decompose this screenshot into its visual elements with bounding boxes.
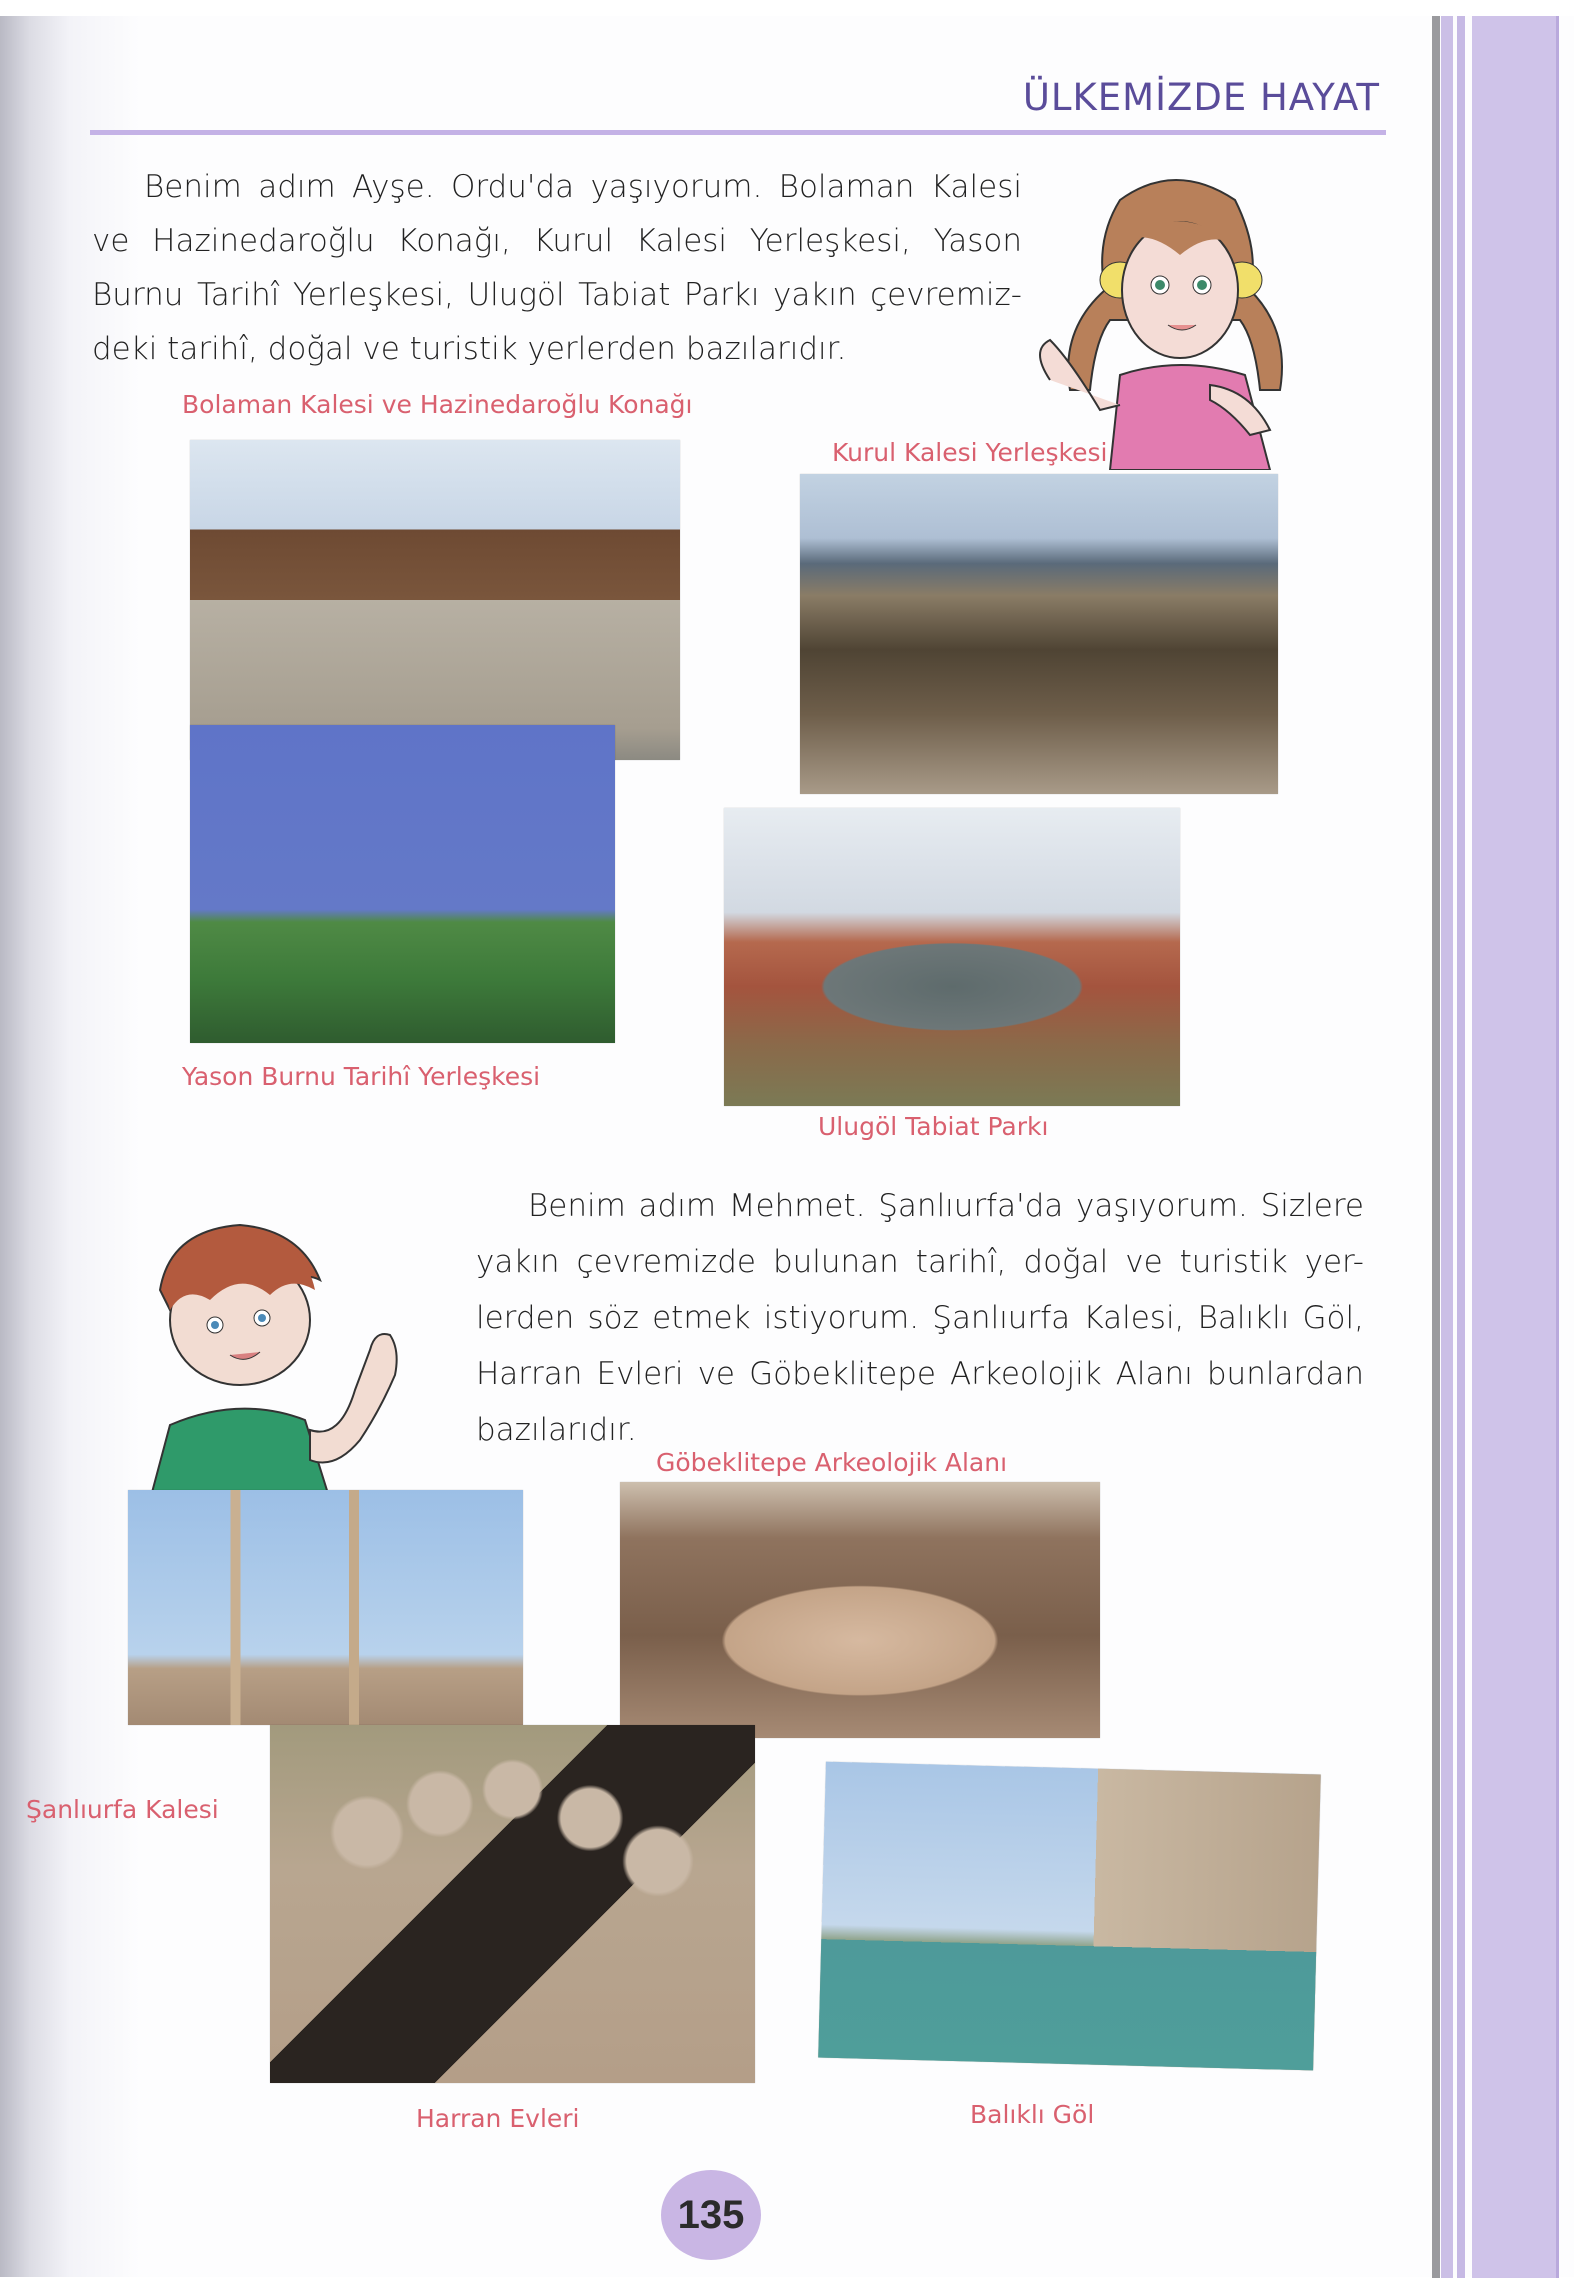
scan-top-margin	[0, 0, 1574, 16]
photo-gobeklitepe	[620, 1482, 1100, 1738]
caption-gobeklitepe: Göbeklitepe Arkeolojik Alanı	[656, 1448, 1008, 1477]
caption-yason: Yason Burnu Tarihî Yerleşkesi	[182, 1062, 541, 1091]
mehmet-paragraph	[476, 1178, 1364, 1458]
photo-kurul-kalesi	[800, 474, 1278, 794]
ayse-line-3: Burnu Tarihî Yerleşkesi, Ulugöl Tabiat Parkı yakın çevremiz-	[92, 277, 1022, 313]
margin-stripe-2	[1457, 16, 1465, 2278]
ayse-line-4: deki tarihî, doğal ve turistik yerlerden bazılarıdır.	[92, 331, 847, 367]
margin-stripe-1	[1441, 16, 1453, 2278]
photo-harran-evleri	[270, 1725, 755, 2083]
ayse-paragraph	[92, 160, 1022, 376]
mehmet-line-4: Harran Evleri ve Göbeklitepe Arkeolojik Alanı bunlardan	[476, 1356, 1364, 1392]
boy-icon	[130, 1210, 450, 1500]
photo-sanliurfa-kalesi	[128, 1490, 523, 1725]
ayse-line-1: Benim adım Ayşe. Ordu'da yaşıyorum. Bolaman Kalesi	[144, 169, 1022, 205]
header-rule	[90, 130, 1386, 135]
page-edge-shadow	[1432, 16, 1440, 2278]
girl-ayse-illustration	[1010, 160, 1340, 470]
photo-yason-burnu	[190, 725, 615, 1043]
mehmet-line-5: bazılarıdır.	[476, 1412, 637, 1448]
photo-ulugol-tabiat-parki	[724, 808, 1180, 1106]
mehmet-line-1: Benim adım Mehmet. Şanlıurfa'da yaşıyorum. Sizlere	[528, 1188, 1364, 1224]
caption-sanliurfa: Şanlıurfa Kalesi	[26, 1795, 219, 1824]
margin-stripe-wide	[1472, 16, 1559, 2278]
boy-mehmet-illustration	[130, 1210, 450, 1500]
caption-balikli: Balıklı Göl	[970, 2100, 1095, 2129]
scan-bottom-margin	[0, 2277, 1574, 2295]
caption-harran: Harran Evleri	[416, 2104, 580, 2133]
mehmet-line-2: yakın çevremizde bulunan tarihî, doğal ve turistik yer-	[476, 1244, 1364, 1280]
ayse-line-2: ve Hazinedaroğlu Konağı, Kurul Kalesi Yerleşkesi, Yason	[92, 223, 1022, 259]
caption-kurul: Kurul Kalesi Yerleşkesi	[832, 438, 1108, 467]
photo-balikli-gol	[818, 1762, 1321, 2071]
mehmet-line-3: lerden söz etmek istiyorum. Şanlıurfa Kalesi, Balıklı Göl,	[476, 1300, 1364, 1336]
chapter-title: ÜLKEMİZDE HAYAT	[1022, 76, 1380, 119]
caption-bolaman: Bolaman Kalesi ve Hazinedaroğlu Konağı	[182, 390, 693, 419]
girl-icon	[1010, 160, 1340, 470]
photo-bolaman-kalesi	[190, 440, 680, 760]
caption-ulugol: Ulugöl Tabiat Parkı	[818, 1112, 1049, 1141]
page-number-badge: 135	[661, 2170, 761, 2260]
